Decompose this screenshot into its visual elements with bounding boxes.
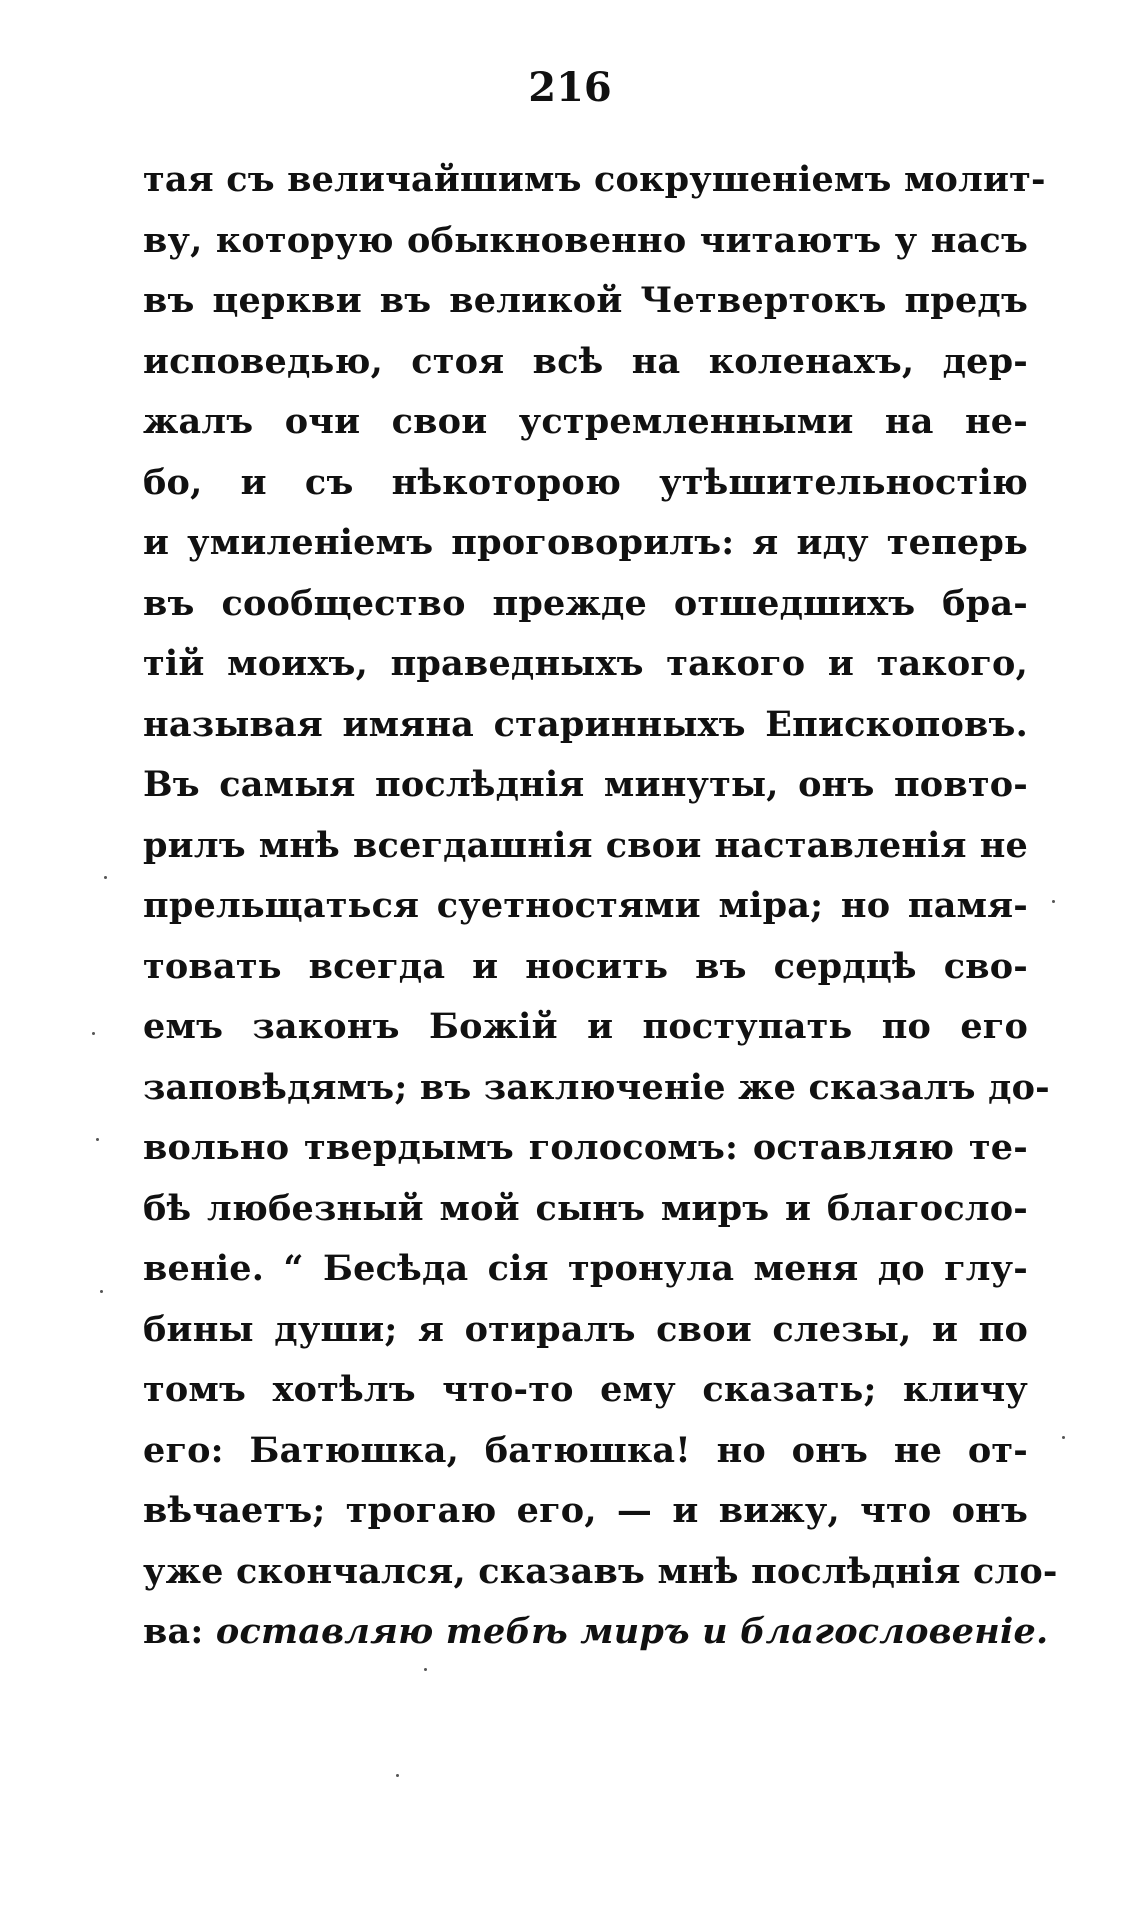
scan-speck [396,1774,399,1777]
text-line: веніе. “ Бесѣда сія тронула меня до глу- [143,1248,1028,1289]
text-line: тая съ величайшимъ сокрушеніемъ молит- [143,159,1046,200]
text-line: заповѣдямъ; въ заключеніе же сказалъ до- [143,1066,1050,1108]
text-line: въ церкви въ великой Четвертокъ предъ [143,280,1028,321]
text-line: въ сообщество прежде отшедшихъ бра- [143,582,1028,624]
final-line-prefix: ва: [143,1611,216,1652]
text-line: бѣ любезный мой сынъ миръ и благосло- [143,1187,1028,1229]
text-line: прельщаться суетностями міра; но памя- [143,885,1028,926]
scan-speck [100,1290,103,1293]
text-line: вѣчаетъ; трогаю его, — и вижу, что онъ [143,1490,1028,1531]
text-line: исповедью, стоя всѣ на коленахъ, дер- [143,340,1028,382]
text-line: бо, и съ нѣкоторою утѣшительностію [143,461,1028,503]
text-line: его: Батюшка, батюшка! но онъ не от- [143,1429,1028,1471]
page-number: 216 [528,64,612,111]
text-line: товать всегда и носить въ сердцѣ сво- [143,945,1028,987]
text-line: ву, которую обыкновенно читаютъ у насъ [143,219,1028,261]
final-text-line [143,1602,1049,1663]
text-line: вольно твердымъ голосомъ: оставляю те- [143,1127,1028,1168]
text-line: томъ хотѣлъ что-то ему сказать; кличу [143,1369,1028,1410]
body-text [143,150,1058,1663]
scan-speck [424,1668,427,1671]
text-line: тій моихъ, праведныхъ такого и такого, [143,643,1028,684]
scan-speck [92,1032,95,1035]
final-line-italic: оставляю тебѣ миръ и благословеніе. [215,1611,1049,1652]
text-line: называя имяна старинныхъ Епископовъ. [143,703,1028,745]
scan-speck [104,876,107,879]
text-line: емъ законъ Божій и поступать по его [143,1006,1028,1047]
text-line: рилъ мнѣ всегдашнія свои наставленія не [143,824,1028,866]
text-line: и умиленіемъ проговорилъ: я иду теперь [143,522,1028,563]
scan-speck [96,1138,99,1141]
text-line: бины души; я отиралъ свои слезы, и по [143,1308,1028,1350]
text-line: Въ самыя послѣднія минуты, онъ повто- [143,764,1028,805]
text-line: жалъ очи свои устремленными на не- [143,401,1028,442]
text-line: уже скончался, сказавъ мнѣ послѣднія сло- [143,1550,1058,1592]
scan-speck [1062,1436,1065,1439]
scan-speck [1052,900,1055,903]
